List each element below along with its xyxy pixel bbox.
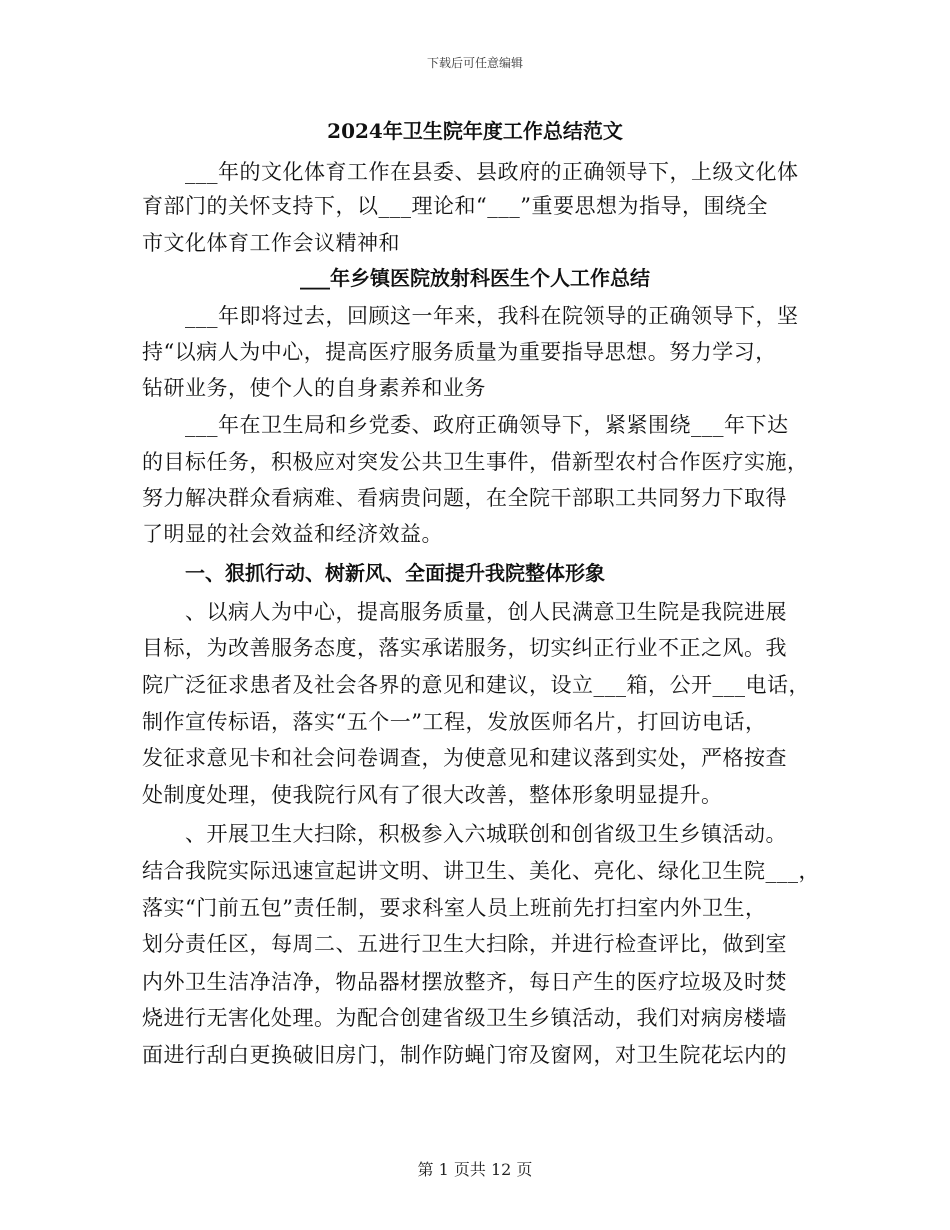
para2-line-2: 持“以病人为中心，提高医疗服务质量为重要指导思想。努力学习， [142, 340, 777, 364]
para5-line-5: 内外卫生洁净洁净，物品器材摆放整齐，每日产生的医疗垃圾及时焚 [142, 970, 787, 994]
para5-line-4: 划分责任区，每周二、五进行卫生大扫除，并进行检查评比，做到室 [142, 932, 787, 956]
intro-line-2: 育部门的关怀支持下，以___理论和“___”重要思想为指导，围绕全 [142, 194, 768, 218]
para3-line-4: 了明显的社会效益和经济效益。 [142, 522, 443, 546]
para4-line-5: 发征求意见卡和社会问卷调查，为使意见和建议落到实处，严格按查 [142, 746, 787, 770]
para5-line-6: 烧进行无害化处理。为配合创建省级卫生乡镇活动，我们对病房楼墙 [142, 1006, 787, 1030]
page-footer: 第 1 页共 12 页 [417, 1160, 533, 1179]
section-heading-1: 一、狠抓行动、树新风、全面提升我院整体形象 [185, 561, 605, 585]
para5-line-7: 面进行刮白更换破旧房门，制作防蝇门帘及窗网，对卫生院花坛内的 [142, 1043, 787, 1067]
para2-line-1: ___年即将过去，回顾这一年来，我科在院领导的正确领导下，坚 [185, 304, 799, 328]
para5-line-3: 落实“门前五包”责任制，要求科室人员上班前先打扫室内外卫生， [142, 896, 767, 920]
para3-line-2: 的目标任务，积极应对突发公共卫生事件，借新型农村合作医疗实施， [142, 450, 809, 474]
para4-line-4: 制作宣传标语，落实“五个一”工程，发放医师名片，打回访电话， [142, 710, 767, 734]
intro-line-3: 市文化体育工作会议精神和 [142, 231, 400, 255]
para4-line-3: 院广泛征求患者及社会各界的意见和建议，设立___箱，公开___电话， [142, 673, 810, 697]
para4-line-2: 目标，为改善服务态度，落实承诺服务，切实纠正行业不正之风。我 [142, 636, 787, 660]
page-header: 下载后可任意编辑 [426, 56, 523, 70]
para5-line-1: 、开展卫生大扫除，积极参入六城联创和创省级卫生乡镇活动。 [185, 822, 787, 846]
para2-line-3: 钻研业务，使个人的自身素养和业务 [142, 376, 486, 400]
para4-line-6: 处制度处理，使我院行风有了很大改善，整体形象明显提升。 [142, 783, 723, 807]
para5-line-2: 结合我院实际迅速宣起讲文明、讲卫生、美化、亮化、绿化卫生院___， [142, 859, 820, 883]
para4-line-1: 、以病人为中心，提高服务质量，创人民满意卫生院是我院进展 [185, 600, 787, 624]
para3-line-3: 努力解决群众看病难、看病贵问题，在全院干部职工共同努力下取得 [142, 486, 787, 510]
document-title: 2024年卫生院年度工作总结范文 [327, 119, 623, 143]
para3-line-1: ___年在卫生局和乡党委、政府正确领导下，紧紧围绕___年下达 [185, 413, 789, 437]
intro-line-1: ___年的文化体育工作在县委、县政府的正确领导下，上级文化体 [185, 160, 799, 184]
subtitle: ___年乡镇医院放射科医生个人工作总结 [300, 266, 650, 290]
